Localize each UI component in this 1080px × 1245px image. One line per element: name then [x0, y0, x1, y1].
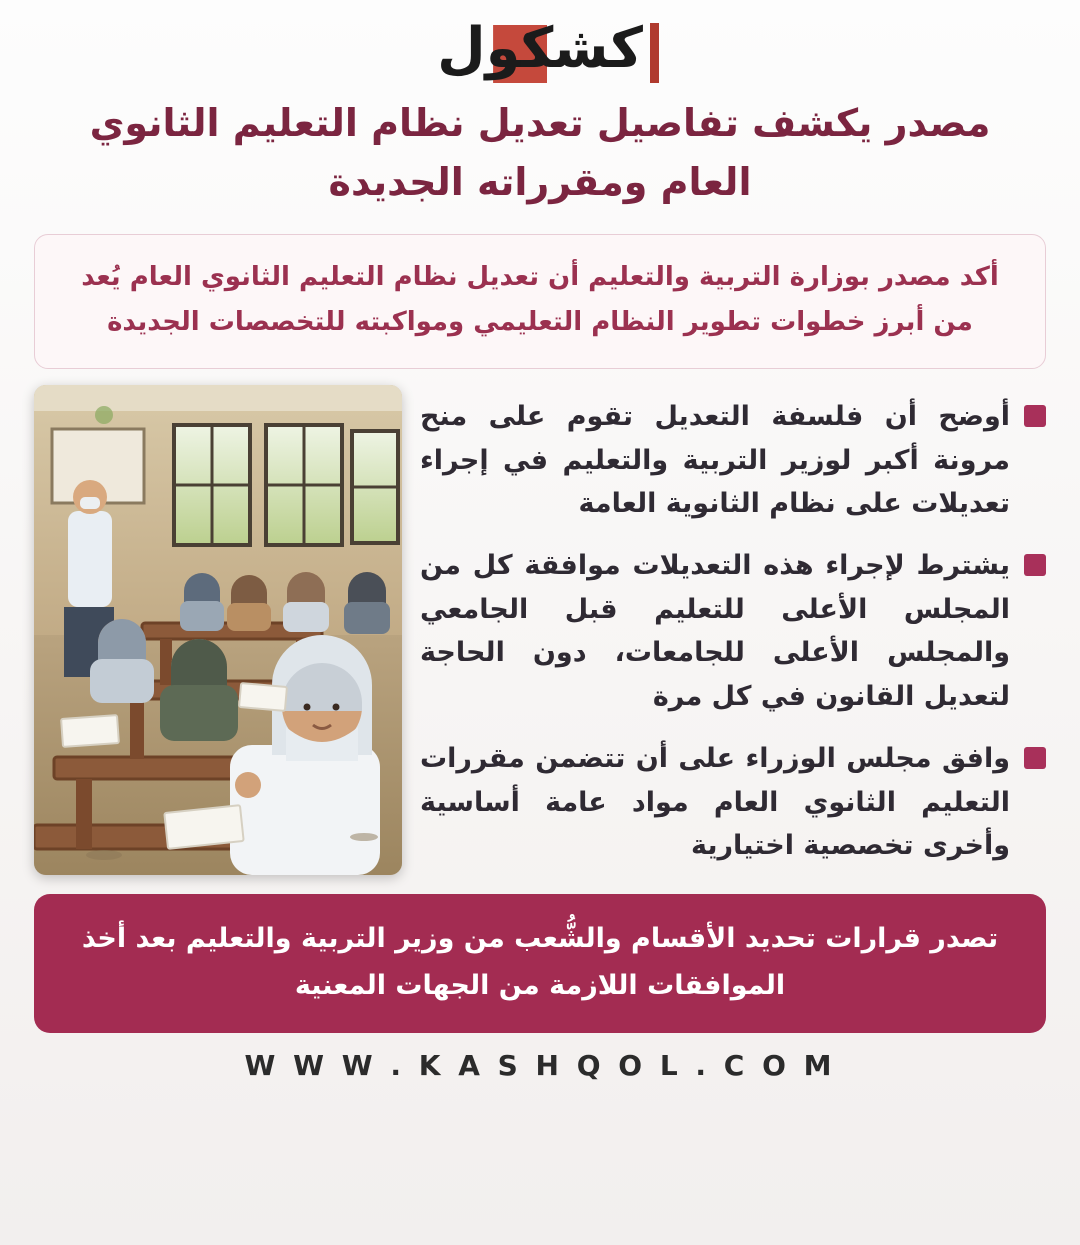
list-item [420, 395, 1046, 526]
content-body [34, 385, 1046, 886]
bullet-square-icon [1024, 747, 1046, 769]
footer-callout-text: تصدر قرارات تحديد الأقسام والشُّعب من وزير التربية والتعليم بعد أخذ الموافقات اللازمة من الجهات المعنية [81, 923, 999, 1001]
bullet-square-icon [1024, 405, 1046, 427]
classroom-photo [34, 385, 402, 875]
list-item [420, 737, 1046, 868]
lead-paragraph-text: أكد مصدر بوزارة التربية والتعليم أن تعديل نظام التعليم الثانوي العام يُعد من أبرز خطوات تطوير النظام التعليمي ومواكبته للتخصصات الجديدة [81, 261, 999, 338]
lead-paragraph-box [34, 234, 1046, 369]
logo-mark [437, 16, 643, 81]
bullet-square-icon [1024, 554, 1046, 576]
site-logo [0, 0, 1080, 88]
bullet-text: يشترط لإجراء هذه التعديلات موافقة كل من المجلس الأعلى للتعليم قبل الجامعي والمجلس الأعلى للجامعات، دون الحاجة لتعديل القانون في كل مرة [420, 549, 1010, 713]
page-title: مصدر يكشف تفاصيل تعديل نظام التعليم الثانوي العام ومقرراته الجديدة [89, 101, 991, 204]
bullet-text: وافق مجلس الوزراء على أن تتضمن مقررات التعليم الثانوي العام مواد عامة أساسية وأخرى تخصصية اختيارية [420, 742, 1010, 862]
logo-text: كشكول [437, 16, 643, 81]
classroom-photo-illustration [34, 385, 402, 875]
footer-callout [34, 894, 1046, 1033]
logo-bar-shape [650, 23, 659, 83]
list-item [420, 544, 1046, 719]
website-url[interactable]: W W W . K A S H Q O L . C O M [244, 1049, 836, 1082]
bullet-text: أوضح أن فلسفة التعديل تقوم على منح مرونة أكبر لوزير التربية والتعليم في إجراء تعديلات على نظام الثانوية العامة [420, 400, 1010, 520]
bullet-list [420, 385, 1046, 886]
